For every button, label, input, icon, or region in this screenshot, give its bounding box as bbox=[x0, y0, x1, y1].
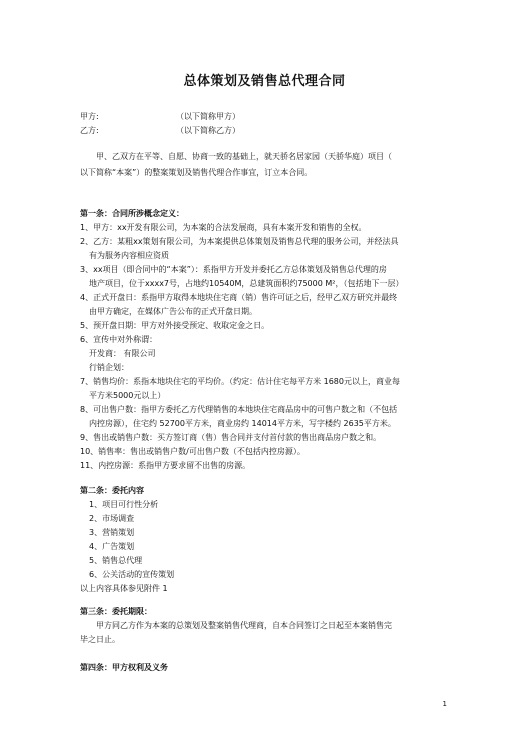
article2-item: 5、销售总代理 bbox=[89, 556, 143, 565]
intro-line: 甲、乙双方在平等、自愿、协商一致的基础上，就天骄名居家园（天骄华庭）项目（ bbox=[96, 152, 392, 161]
article1-line: 4、正式开盘日：系指甲方取得本地块住宅商（销）售许可证之后，经甲乙双方研究并最终 bbox=[80, 293, 398, 302]
article1-line: 开发商： 有限公司 bbox=[89, 349, 156, 358]
party-a-row bbox=[80, 111, 240, 122]
article1-line: 10、销售率：售出或销售户数/可出售户数（不包括内控房源）。 bbox=[80, 447, 305, 456]
article1-line: 5、预开盘日期：甲方对外接受预定、收取定金之日。 bbox=[80, 321, 270, 330]
article1-line: 有为服务内容相应资质 bbox=[89, 251, 169, 260]
article4-heading: 第四条：甲方权利及义务 bbox=[80, 663, 168, 672]
article1-line: 内控房源），住宅约 52700平方米，商业房约 14014平方米，写字楼约 2635平方米。 bbox=[89, 419, 396, 428]
party-a-label: 甲方: bbox=[80, 112, 99, 121]
article1-line: 9、售出或销售户数：买方签订商（售）售合同并支付首付款的售出商品房户数之和。 bbox=[80, 433, 382, 442]
article1-line: 11、内控房源：系指甲方要求留不出售的房源。 bbox=[80, 461, 251, 470]
article1-line: 7、销售均价：系指本地块住宅的平均价。（约定：估计住宅每平方米 1680元以上，商业每 bbox=[80, 377, 400, 386]
article1-line: 6、宣传中对外称谓： bbox=[80, 335, 158, 344]
article2-heading: 第二条：委托内容 bbox=[80, 486, 144, 495]
article2-item: 1、项目可行性分析 bbox=[89, 500, 159, 509]
article1-line: 8、可出售户数：指甲方委托乙方代理销售的本地块住宅商品房中的可售户数之和（不包括 bbox=[80, 405, 398, 414]
article1-line: 平方米5000元以上） bbox=[89, 391, 166, 400]
article1-line: 由甲方确定，在媒体广告公布的正式开盘日期。 bbox=[89, 307, 257, 316]
party-b-label: 乙方: bbox=[80, 126, 99, 135]
article2-item: 6、公关活动的宣传策划 bbox=[89, 570, 175, 579]
article1-heading: 第一条：合同所涉概念定义： bbox=[80, 209, 184, 218]
intro-paragraph bbox=[80, 149, 460, 181]
article1-line: 1、甲方：xx开发有限公司，为本案的合法发展商，具有本案开发和销售的全权。 bbox=[80, 223, 367, 232]
article2-item: 4、广告策划 bbox=[89, 542, 135, 551]
intro-line: 以下简称“本案”）的整案策划及销售代理合作事宜，订立本合同。 bbox=[80, 168, 313, 177]
article2-item: 3、营销策划 bbox=[89, 528, 135, 537]
article1-line: 行销企划： bbox=[89, 363, 129, 372]
contract-title: 总体策划及销售总代理合同 bbox=[183, 74, 346, 89]
article2-item: 2、市场调查 bbox=[89, 514, 135, 523]
party-a-value: （以下简称甲方） bbox=[176, 112, 240, 121]
article3-heading: 第三条：委托期限： bbox=[80, 607, 152, 616]
party-b-value: （以下简称乙方） bbox=[176, 126, 240, 135]
article2-note: 以上内容具体参见附件 1 bbox=[80, 584, 168, 593]
article3-line: 毕之日止。 bbox=[80, 635, 120, 644]
article1-line: 2、乙方：某粗xx策划有限公司，为本案提供总体策划及销售总代理的服务公司，并经法具 bbox=[80, 237, 399, 246]
article1-line: 地产项目，位于xxxx7号，占地约10540M，总建筑面积约75000 M²，（包括地下一层） bbox=[89, 279, 404, 288]
article3-line: 甲方同乙方作为本案的总策划及整案销售代理商，自本合同签订之日起至本案销售完 bbox=[96, 621, 392, 630]
party-b-row bbox=[80, 125, 240, 136]
article1-line: 3、xx项目（即合同中的“本案”）：系指甲方开发并委托乙方总体策划及销售总代理的房 bbox=[80, 265, 387, 274]
page-number: 1 bbox=[442, 700, 447, 708]
